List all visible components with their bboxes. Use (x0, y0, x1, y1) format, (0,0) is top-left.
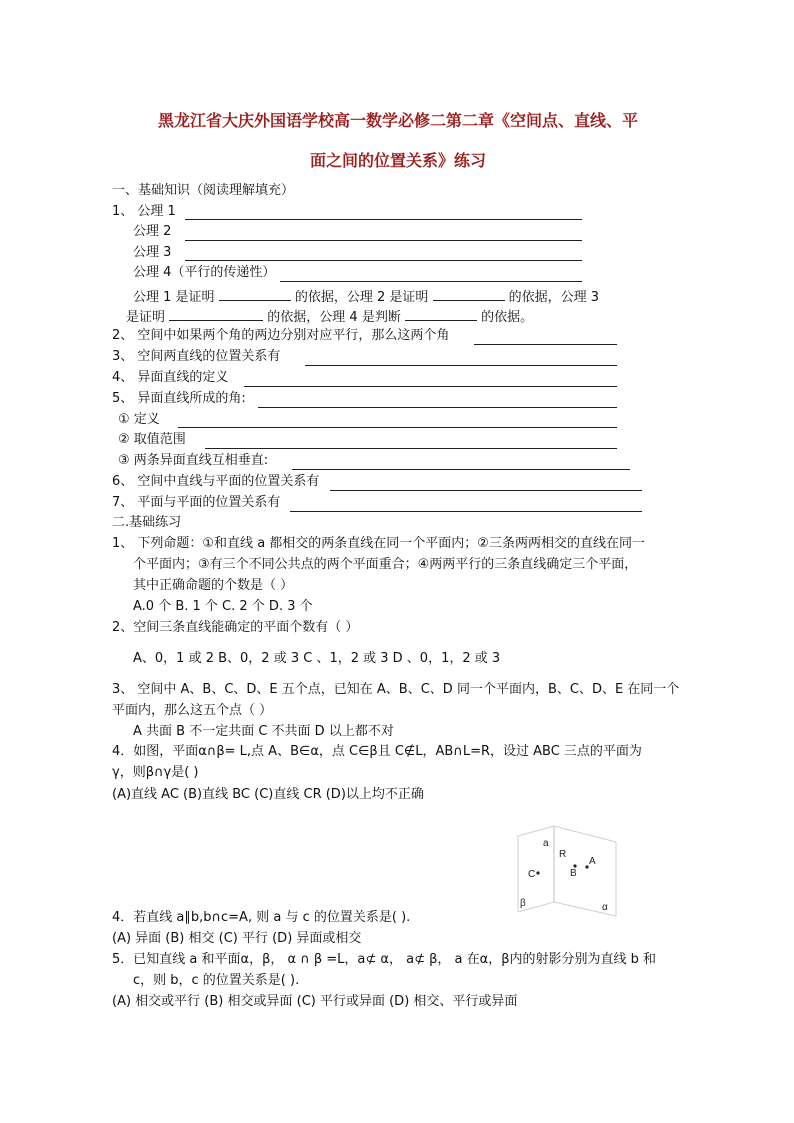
question-7: 7、 平面与平面的位置关系有 (112, 495, 281, 510)
basis-blank-3 (169, 306, 263, 321)
axiom-2-blank (185, 240, 582, 241)
basis-text-d: 是证明 (126, 310, 166, 325)
section-2-heading: 二.基础练习 (112, 515, 182, 530)
axiom-2-label: 公理 2 (133, 224, 172, 239)
basis-text-e: 的依据，公理 4 是判断 (267, 310, 401, 325)
axiom-basis-line-2 (126, 306, 533, 327)
question-5-sub-3-blank (292, 469, 630, 470)
label-beta: β (520, 898, 526, 909)
problem-1-line-3: 其中正确命题的个数是（ ） (133, 578, 294, 593)
axiom-basis-line-1 (133, 286, 599, 307)
question-6: 6、 空间中直线与平面的位置关系有 (112, 474, 320, 489)
problem-5-line-1: 4．若直线 a∥b,b∩c=A, 则 a 与 c 的位置关系是( ). (112, 910, 411, 925)
basis-text-b: 的依据，公理 2 是证明 (294, 290, 429, 305)
question-5: 5、 异面直线所成的角: (112, 391, 246, 406)
question-2: 2、 空间中如果两个角的两边分别对应平行，那么这两个角 (112, 328, 450, 343)
question-4-blank (244, 386, 617, 387)
basis-blank-2 (433, 286, 505, 301)
label-point-b: B (570, 868, 577, 879)
problem-3-line-2: 平面内，那么这五个点（ ） (112, 703, 273, 718)
axiom-1-blank (185, 219, 582, 220)
problem-5-options: (A) 异面 (B) 相交 (C) 平行 (D) 异面或相交 (112, 931, 362, 946)
problem-6-line-2: c，则 b，c 的位置关系是( ). (133, 973, 300, 988)
problem-4-line-2: γ，则β∩γ是( ) (112, 765, 199, 780)
plane-alpha-edge-top (554, 826, 616, 842)
problem-1-options: A.0 个 B. 1 个 C. 2 个 D. 3 个 (133, 599, 313, 614)
basis-text-a: 公理 1 是证明 (133, 290, 215, 305)
basis-text-c: 的依据，公理 3 (508, 290, 600, 305)
question-5-sub-2-blank (205, 448, 617, 449)
question-2-blank (474, 344, 617, 345)
question-7-blank (290, 511, 642, 512)
axiom-4-blank (280, 281, 582, 282)
problem-1-line-1: 1、 下列命题：①和直线 a 都相交的两条直线在同一个平面内；②三条两两相交的直线在同一 (112, 536, 645, 551)
basis-blank-1 (219, 286, 291, 301)
axiom-3-label: 公理 3 (133, 245, 172, 260)
question-4: 4、 异面直线的定义 (112, 370, 229, 385)
axiom-4-label: 公理 4（平行的传递性） (133, 265, 276, 280)
question-3: 3、 空间两直线的位置关系有 (112, 349, 281, 364)
basis-blank-4 (405, 306, 477, 321)
basis-text-f: 的依据。 (481, 310, 534, 325)
label-alpha: α (602, 902, 608, 913)
problem-1-line-2: 个平面内；③有三个不同公共点的两个平面重合；④两两平行的三条直线确定三个平面， (133, 557, 638, 572)
question-5-sub-1-blank (178, 427, 617, 428)
question-5-sub-1: ① 定义 (118, 412, 160, 427)
question-5-blank (258, 407, 617, 408)
problem-2: 2、空间三条直线能确定的平面个数有（ ） (112, 620, 359, 635)
problem-3-options: A 共面 B 不一定共面 C 不共面 D 以上都不对 (133, 724, 394, 739)
problem-4-options: (A)直线 AC (B)直线 BC (C)直线 CR (D)以上均不正确 (112, 787, 424, 802)
question-3-blank (305, 365, 617, 366)
label-point-c: C (528, 869, 536, 880)
label-point-a: A (589, 856, 596, 867)
label-r: R (559, 849, 567, 860)
planes-diagram (510, 820, 630, 920)
question-5-sub-3: ③ 两条异面直线互相垂直: (118, 453, 269, 468)
section-1-heading: 一、基础知识（阅读理解填充） (112, 183, 295, 198)
problem-2-options: A、0，1 或 2 B、0，2 或 3 C 、1，2 或 3 D 、0，1，2 或 3 (133, 651, 501, 666)
problem-6-options: (A) 相交或平行 (B) 相交或异面 (C) 平行或异面 (D) 相交、平行或异面 (112, 994, 518, 1009)
axiom-1-label: 1、 公理 1 (112, 204, 176, 219)
axiom-3-blank (185, 260, 582, 261)
problem-6-line-1: 5．已知直线 a 和平面α，β， α ∩ β =L，a⊄ α， a⊄ β， a 在α，β内的射影分别为直线 b 和 (112, 952, 657, 967)
question-6-blank (330, 490, 642, 491)
page-title-line-2: 面之间的位置关系》练习 (309, 151, 486, 170)
problem-4-line-1: 4．如图，平面α∩β= L,点 A、B∈α，点 C∈β且 C∉L，AB∩L=R，设过 ABC 三点的平面为 (112, 744, 642, 759)
label-a: a (543, 838, 549, 849)
question-5-sub-2: ② 取值范围 (118, 432, 186, 447)
plane-beta-edge-top (518, 826, 554, 836)
page-title-line-1: 黑龙江省大庆外国语学校高一数学必修二第二章《空间点、直线、平 (157, 111, 638, 130)
point-c (536, 871, 539, 874)
problem-3-line-1: 3、 空间中 A、B、C、D、E 五个点，已知在 A、B、C、D 同一个平面内，B、C、D、E 在同一个 (112, 682, 680, 697)
